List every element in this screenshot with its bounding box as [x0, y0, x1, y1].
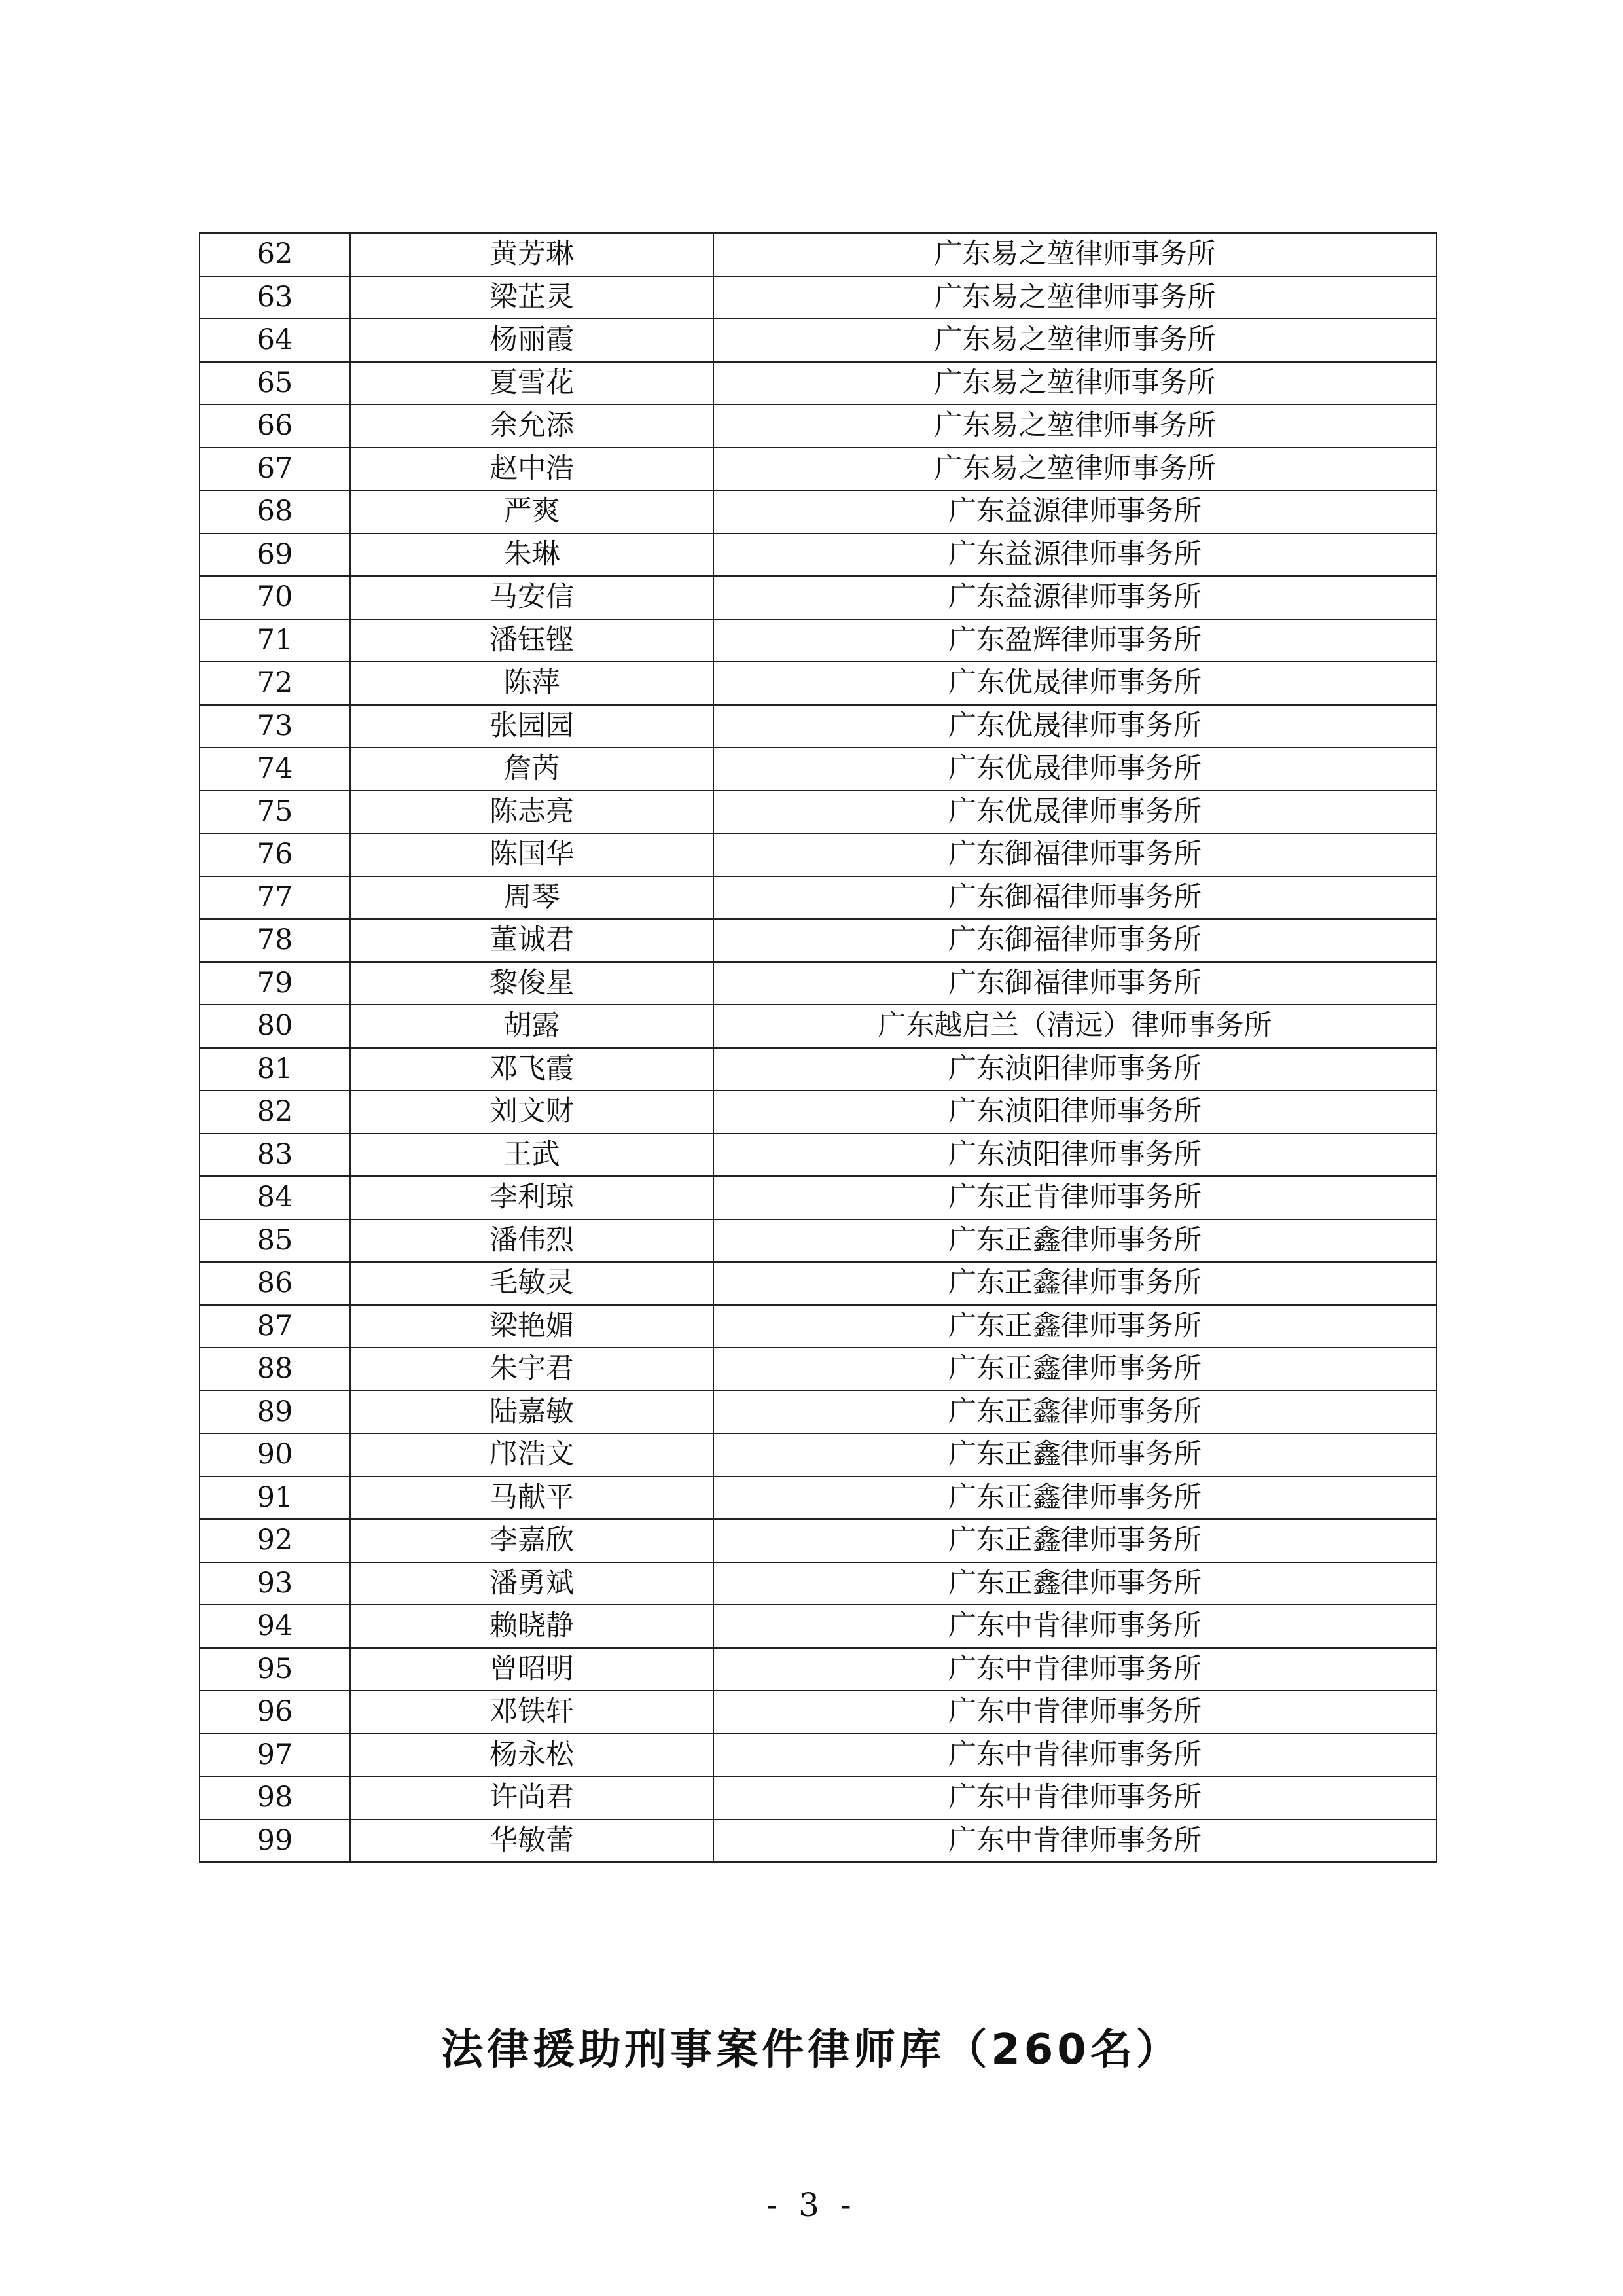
law-firm-cell: 广东越启兰（清远）律师事务所	[713, 1005, 1436, 1048]
lawyer-name-cell: 周琴	[350, 876, 713, 920]
table-row	[200, 962, 1436, 1005]
lawyer-name-cell: 余允添	[350, 404, 713, 448]
law-firm-cell: 广东正鑫律师事务所	[713, 1477, 1436, 1520]
lawyer-name-cell: 邝浩文	[350, 1433, 713, 1477]
table-row	[200, 1734, 1436, 1777]
law-firm-cell: 广东中肯律师事务所	[713, 1776, 1436, 1820]
row-number-cell: 84	[200, 1176, 350, 1219]
law-firm-cell: 广东中肯律师事务所	[713, 1605, 1436, 1648]
row-number-cell: 71	[200, 619, 350, 662]
law-firm-cell: 广东优晟律师事务所	[713, 662, 1436, 705]
law-firm-cell: 广东浈阳律师事务所	[713, 1048, 1436, 1091]
lawyer-name-cell: 刘文财	[350, 1090, 713, 1134]
lawyer-name-cell: 潘钰铿	[350, 619, 713, 662]
table-row	[200, 1262, 1436, 1305]
lawyer-name-cell: 董诚君	[350, 919, 713, 962]
law-firm-cell: 广东御福律师事务所	[713, 833, 1436, 876]
law-firm-cell: 广东御福律师事务所	[713, 919, 1436, 962]
row-number-cell: 99	[200, 1820, 350, 1863]
lawyer-name-cell: 朱宇君	[350, 1348, 713, 1391]
lawyer-roster-table	[199, 232, 1437, 1863]
law-firm-cell: 广东优晟律师事务所	[713, 705, 1436, 748]
lawyer-name-cell: 马献平	[350, 1477, 713, 1520]
row-number-cell: 85	[200, 1219, 350, 1263]
lawyer-name-cell: 夏雪花	[350, 362, 713, 405]
law-firm-cell: 广东盈辉律师事务所	[713, 619, 1436, 662]
table-row	[200, 1648, 1436, 1691]
table-row	[200, 791, 1436, 834]
lawyer-name-cell: 许尚君	[350, 1776, 713, 1820]
lawyer-name-cell: 朱琳	[350, 533, 713, 577]
table-row	[200, 876, 1436, 920]
table-row	[200, 1605, 1436, 1648]
table-row	[200, 619, 1436, 662]
law-firm-cell: 广东中肯律师事务所	[713, 1691, 1436, 1734]
row-number-cell: 89	[200, 1391, 350, 1434]
row-number-cell: 82	[200, 1090, 350, 1134]
table-row	[200, 1305, 1436, 1348]
row-number-cell: 74	[200, 747, 350, 791]
law-firm-cell: 广东正鑫律师事务所	[713, 1562, 1436, 1605]
law-firm-cell: 广东正鑫律师事务所	[713, 1219, 1436, 1263]
law-firm-cell: 广东浈阳律师事务所	[713, 1090, 1436, 1134]
lawyer-name-cell: 曾昭明	[350, 1648, 713, 1691]
lawyer-name-cell: 梁芷灵	[350, 276, 713, 319]
law-firm-cell: 广东优晟律师事务所	[713, 747, 1436, 791]
lawyer-name-cell: 陈志亮	[350, 791, 713, 834]
lawyer-name-cell: 邓飞霞	[350, 1048, 713, 1091]
table-row	[200, 1048, 1436, 1091]
lawyer-name-cell: 黎俊星	[350, 962, 713, 1005]
lawyer-name-cell: 毛敏灵	[350, 1262, 713, 1305]
row-number-cell: 68	[200, 490, 350, 533]
row-number-cell: 76	[200, 833, 350, 876]
lawyer-name-cell: 梁艳媚	[350, 1305, 713, 1348]
law-firm-cell: 广东中肯律师事务所	[713, 1820, 1436, 1863]
row-number-cell: 86	[200, 1262, 350, 1305]
row-number-cell: 80	[200, 1005, 350, 1048]
lawyer-name-cell: 黄芳琳	[350, 233, 713, 276]
lawyer-name-cell: 马安信	[350, 576, 713, 619]
row-number-cell: 67	[200, 448, 350, 491]
row-number-cell: 63	[200, 276, 350, 319]
row-number-cell: 92	[200, 1519, 350, 1562]
row-number-cell: 93	[200, 1562, 350, 1605]
law-firm-cell: 广东正鑫律师事务所	[713, 1305, 1436, 1348]
table-row	[200, 1820, 1436, 1863]
table-row	[200, 1776, 1436, 1820]
lawyer-name-cell: 邓铁轩	[350, 1691, 713, 1734]
law-firm-cell: 广东正鑫律师事务所	[713, 1348, 1436, 1391]
lawyer-name-cell: 王武	[350, 1134, 713, 1177]
lawyer-name-cell: 张园园	[350, 705, 713, 748]
table-row	[200, 705, 1436, 748]
table-row	[200, 1134, 1436, 1177]
law-firm-cell: 广东易之堃律师事务所	[713, 362, 1436, 405]
row-number-cell: 69	[200, 533, 350, 577]
table-row	[200, 919, 1436, 962]
lawyer-name-cell: 华敏蕾	[350, 1820, 713, 1863]
row-number-cell: 73	[200, 705, 350, 748]
row-number-cell: 77	[200, 876, 350, 920]
law-firm-cell: 广东易之堃律师事务所	[713, 404, 1436, 448]
table-row	[200, 576, 1436, 619]
row-number-cell: 87	[200, 1305, 350, 1348]
lawyer-name-cell: 严爽	[350, 490, 713, 533]
lawyer-name-cell: 潘伟烈	[350, 1219, 713, 1263]
table-row	[200, 833, 1436, 876]
row-number-cell: 79	[200, 962, 350, 1005]
table-row	[200, 490, 1436, 533]
row-number-cell: 95	[200, 1648, 350, 1691]
law-firm-cell: 广东浈阳律师事务所	[713, 1134, 1436, 1177]
law-firm-cell: 广东中肯律师事务所	[713, 1734, 1436, 1777]
row-number-cell: 75	[200, 791, 350, 834]
table-row	[200, 404, 1436, 448]
row-number-cell: 66	[200, 404, 350, 448]
law-firm-cell: 广东易之堃律师事务所	[713, 448, 1436, 491]
lawyer-name-cell: 詹芮	[350, 747, 713, 791]
law-firm-cell: 广东御福律师事务所	[713, 962, 1436, 1005]
law-firm-cell: 广东正鑫律师事务所	[713, 1262, 1436, 1305]
law-firm-cell: 广东正鑫律师事务所	[713, 1433, 1436, 1477]
lawyer-name-cell: 李嘉欣	[350, 1519, 713, 1562]
row-number-cell: 91	[200, 1477, 350, 1520]
law-firm-cell: 广东优晟律师事务所	[713, 791, 1436, 834]
row-number-cell: 62	[200, 233, 350, 276]
row-number-cell: 98	[200, 1776, 350, 1820]
table-row	[200, 276, 1436, 319]
lawyer-name-cell: 赖晓静	[350, 1605, 713, 1648]
law-firm-cell: 广东正鑫律师事务所	[713, 1391, 1436, 1434]
lawyer-name-cell: 赵中浩	[350, 448, 713, 491]
law-firm-cell: 广东益源律师事务所	[713, 576, 1436, 619]
law-firm-cell: 广东正鑫律师事务所	[713, 1519, 1436, 1562]
row-number-cell: 65	[200, 362, 350, 405]
table-row	[200, 448, 1436, 491]
table-row	[200, 662, 1436, 705]
lawyer-name-cell: 潘勇斌	[350, 1562, 713, 1605]
lawyer-name-cell: 杨丽霞	[350, 319, 713, 362]
table-row	[200, 533, 1436, 577]
table-row	[200, 1219, 1436, 1263]
row-number-cell: 94	[200, 1605, 350, 1648]
row-number-cell: 72	[200, 662, 350, 705]
law-firm-cell: 广东御福律师事务所	[713, 876, 1436, 920]
row-number-cell: 90	[200, 1433, 350, 1477]
lawyer-name-cell: 陆嘉敏	[350, 1391, 713, 1434]
law-firm-cell: 广东益源律师事务所	[713, 533, 1436, 577]
table-row	[200, 1391, 1436, 1434]
table-row	[200, 747, 1436, 791]
table-row	[200, 1348, 1436, 1391]
table-row	[200, 1176, 1436, 1219]
lawyer-name-cell: 陈国华	[350, 833, 713, 876]
page-number: - 3 -	[766, 2186, 857, 2224]
lawyer-name-cell: 陈萍	[350, 662, 713, 705]
table-row	[200, 1519, 1436, 1562]
row-number-cell: 78	[200, 919, 350, 962]
row-number-cell: 81	[200, 1048, 350, 1091]
row-number-cell: 70	[200, 576, 350, 619]
table-row	[200, 1090, 1436, 1134]
law-firm-cell: 广东益源律师事务所	[713, 490, 1436, 533]
table-row	[200, 1433, 1436, 1477]
table-row	[200, 1562, 1436, 1605]
table-row	[200, 233, 1436, 276]
table-row	[200, 1005, 1436, 1048]
row-number-cell: 83	[200, 1134, 350, 1177]
table-row	[200, 319, 1436, 362]
table-row	[200, 1477, 1436, 1520]
lawyer-roster-body	[200, 233, 1436, 1862]
law-firm-cell: 广东中肯律师事务所	[713, 1648, 1436, 1691]
table-row	[200, 362, 1436, 405]
row-number-cell: 96	[200, 1691, 350, 1734]
row-number-cell: 64	[200, 319, 350, 362]
lawyer-name-cell: 李利琼	[350, 1176, 713, 1219]
section-title: 法律援助刑事案件律师库（260名）	[441, 2026, 1182, 2074]
law-firm-cell: 广东正肯律师事务所	[713, 1176, 1436, 1219]
law-firm-cell: 广东易之堃律师事务所	[713, 319, 1436, 362]
law-firm-cell: 广东易之堃律师事务所	[713, 233, 1436, 276]
lawyer-name-cell: 胡露	[350, 1005, 713, 1048]
law-firm-cell: 广东易之堃律师事务所	[713, 276, 1436, 319]
table-row	[200, 1691, 1436, 1734]
row-number-cell: 97	[200, 1734, 350, 1777]
row-number-cell: 88	[200, 1348, 350, 1391]
lawyer-name-cell: 杨永松	[350, 1734, 713, 1777]
